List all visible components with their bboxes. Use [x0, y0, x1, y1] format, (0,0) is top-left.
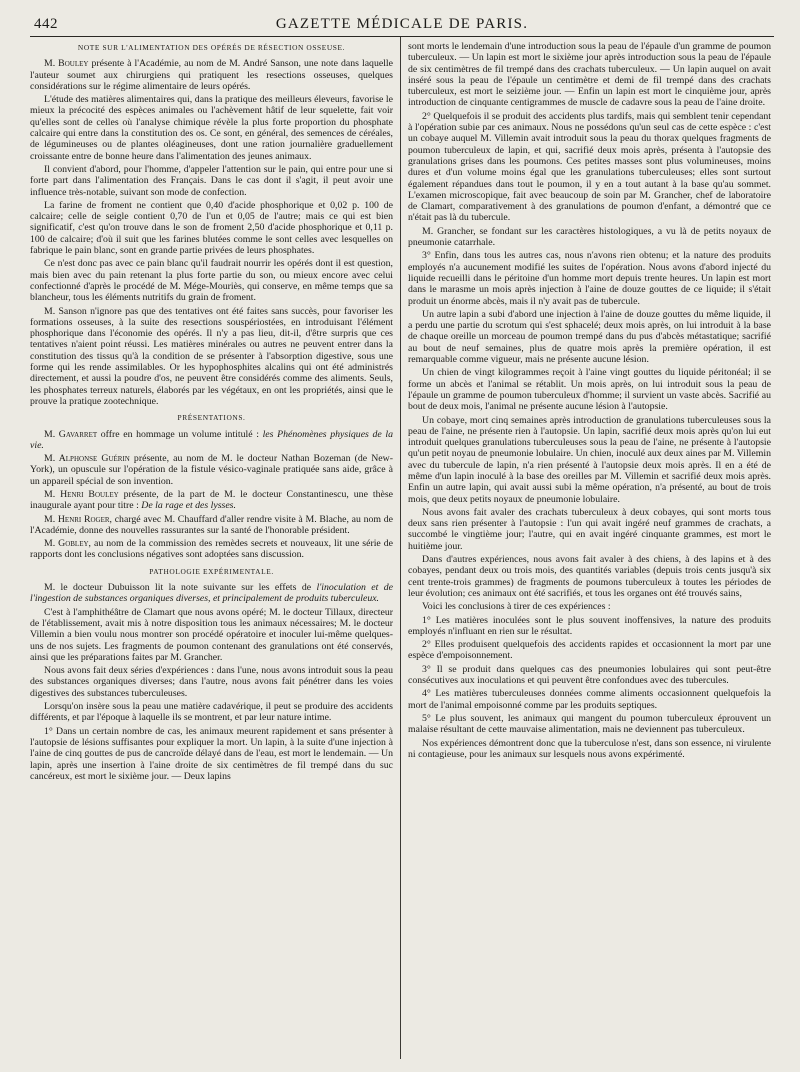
paragraph: Un autre lapin a subi d'abord une injection à l'aine de douze gouttes du même liquide, il a perdu une partie du scrotum qui s'est sphacelé; deux mois après, on lui introduit à la base de chaque oreille un morceau de poumon trempé dans du pus d'abcès métastatique; sacrifié au bout de neuf semaines, plus de quatre mois après la première opération, il est remarquable comme vigueur, mais ne présente aucune lésion.: [408, 308, 771, 366]
paragraph: M. le docteur Dubuisson lit la note suivante sur les effets de l'inoculation et de l'ingestion de substances organiques diverses, et principalement de produits tuberculeux.: [30, 582, 393, 605]
paragraph: La farine de froment ne contient que 0,40 d'acide phosphorique et 0,02 p. 100 de calcaire; celle de seigle contient 0,70 de l'un et 0,05 de l'autre; mais ce qui est bien significatif, c'est qu'on trouve dans le son de froment 2,50 d'acide phosphorique et 0,11 p. 100 de calcaire; d'où il suit que les farines blutées comme le sont celles avec lesquelles on fabrique le pain blanc, sont en grande partie privées de leurs phosphates.: [30, 199, 393, 257]
speaker-name: M. Alphonse Guérin: [44, 453, 130, 465]
speaker-name: M. le docteur Dubuisson: [44, 582, 150, 594]
conclusion-item: 2° Elles produisent quelquefois des accidents rapides et occasionnent la mort par une espèce d'empoisonnement.: [408, 639, 771, 662]
thesis-title: De la rage et des lysses.: [141, 500, 236, 512]
paragraph: M. Grancher, se fondant sur les caractères histologiques, a vu là de petits noyaux de pneumonie catarrhale.: [408, 225, 771, 249]
section-title-pathologie: PATHOLOGIE EXPÉRIMENTALE.: [149, 566, 274, 576]
conclusion-item: 4° Les matières tuberculeuses données comme aliments occasionnent quelquefois la mort de l'animal empoisonné comme par les produits septiques.: [408, 688, 771, 711]
running-title: GAZETTE MÉDICALE DE PARIS.: [275, 16, 529, 32]
paragraph: M. Gobley, au nom de la commission des remèdes secrets et nouveaux, lit une série de rapports dont les conclusions négatives sont adoptées sans discussion.: [30, 538, 393, 561]
conclusion-item: 5° Le plus souvent, les animaux qui mangent du poumon tuberculeux éprouvent un malaise résultant de cette mauvaise alimentation, mais ne deviennent pas tuberculeux.: [408, 712, 771, 736]
speaker-name: M. Bouley: [44, 58, 89, 70]
paragraph: M. Bouley présente à l'Académie, au nom de M. André Sanson, une note dans laquelle l'auteur soumet aux chirurgiens qui pratiquent les resections osseuses, quelques considérations sur le régime alimentaire de leurs opérés.: [30, 58, 393, 92]
paragraph: M. Gavarret offre en hommage un volume intitulé : les Phénomènes physiques de la vie.: [30, 428, 393, 451]
speaker-name: M. Gavarret: [44, 428, 98, 440]
two-column-body: [30, 37, 774, 1059]
speaker-name: M. Henri Roger: [44, 513, 110, 525]
page-header: [30, 14, 774, 37]
paragraph: 1° Dans un certain nombre de cas, les animaux meurent rapidement et sans présenter à l'autopsie de lésions suffisantes pour expliquer la mort. Un lapin, à la suite d'une injection à l'aine de cinq gouttes de pus de cancroïde délayé dans de l'eau, est mort le lendemain. — Un lapin, après une insertion à l'aine droite de six centimètres de fil trempé dans du suc cancéreux, est mort le sixième jour. — Deux lapins: [30, 725, 393, 782]
paragraph: Il convient d'abord, pour l'homme, d'appeler l'attention sur le pain, qui entre pour une si forte part dans l'alimentation des Français. Dans le cas dont il s'agit, il peut avoir une influence très-notable, suivant son mode de confection.: [30, 163, 393, 198]
paragraph: L'étude des matières alimentaires qui, dans la pratique des meilleurs éleveurs, favorise le mieux la précocité des espèces animales ou l'achèvement hâtif de leur squelette, fait voir qu'elles sont de celles où l'analyse chimique révèle la plus forte proportion du phosphate calcaire qui entre dans la constitution des os. Ce sont, en général, des semences de céréales, de légumineuses ou de plantes oléagineuses, dont une ration journalière graduellement croissante entre de bonne heure dans l'alimentation des jeunes animaux.: [30, 94, 393, 162]
section-title-alimentation: NOTE SUR L'ALIMENTATION DES OPÉRÉS DE RÉSECTION OSSEUSE.: [77, 43, 346, 52]
conclusion-item: 1° Les matières inoculées sont le plus souvent inoffensives, la nature des produits employés n'influant en rien sur le résultat.: [408, 614, 771, 637]
book-title: les Phénomènes physiques de la vie.: [30, 428, 393, 451]
note-title: l'inoculation et de l'ingestion de substances organiques diverses, et principalement de produits tuberculeux.: [30, 582, 393, 605]
paragraph: 2° Quelquefois il se produit des accidents plus tardifs, mais qui semblent tenir cependant à l'opération subie par ces animaux. Nous ne possédons qu'un seul cas de cette espèce : c'est un cobaye auquel M. Villemin avait introduit sous la peau du thorax quelques fragments de poumon tuberculeux de lapin, et qui, sacrifié deux mois après, présenta à l'autopsie des granulations grises dans les poumons. Ces petites masses sont plus volumineuses, moins dures et d'un volume moins égal que les granulations tuberculeuses; elles sont surtout également répandues dans tout le poumon, il y en a tout autant à la base qu'au sommet. L'examen microscopique, fait avec beaucoup de soin par M. Grancher, chef de laboratoire de Clamart, comparativement à des granulations de poumon d'enfant, a démontré que ce n'était pas là du tubercule.: [408, 110, 771, 224]
paragraph: M. Sanson n'ignore pas que des tentatives ont été faites sans succès, pour favoriser les formations osseuses, à la suite des resections souspériostées, en introduisant l'élément phosphorique dans l'économie des opérés. Il n'y a pas lieu, dit-il, d'être surpris que ces tentatives n'aient point réussi. Les matières minérales ou autres ne peuvent entrer dans la constitution des tissus qu'à la condition de se présenter à l'absorption digestive, sous une forme qui les rende assimilables. Or les hypophosphites alcalins qui ont été administrés directement, et aussi la poudre d'os, ne peuvent être considérés comme des aliments. Seuls, les phosphates terreux naturels, élaborés par les végétaux, en ont les propriétés, ainsi que le prouve la pratique zootechnique.: [30, 305, 393, 407]
paragraph: Nos expériences démontrent donc que la tuberculose n'est, dans son essence, ni virulente ni contagieuse, pour les animaux sur lesquels nous avons expérimenté.: [408, 737, 771, 760]
paragraph: C'est à l'amphithéâtre de Clamart que nous avons opéré; M. le docteur Tillaux, directeur de l'établissement, avait mis à notre disposition tous les animaux nécessaires; M. le docteur Villemin a bien voulu nous montrer son procédé opératoire et inoculer lui-même quelques-uns de nos sujets. Les fragments de poumon contenant des granulations ont été conservés, ainsi que les préparations faites par M. Grancher.: [30, 606, 393, 663]
paragraph: Nous avons fait avaler des crachats tuberculeux à deux cobayes, qui sont morts tous deux sans rien présenter à l'autopsie : l'un qui avait ingéré neuf grammes de crachats, a succombé le vingtième jour; l'autre, qui en avait ingéré cinquante grammes, est mort le huitième jour.: [408, 506, 771, 552]
page-number: 442: [34, 16, 58, 32]
left-column: [30, 37, 400, 1059]
paragraph: sont morts le lendemain d'une introduction sous la peau de l'épaule d'un gramme de poumon tuberculeux. — Un lapin est mort le sixième jour après introduction sous la peau de l'épaule de six centimètres de fil trempé dans des crachats tuberculeux. — Un lapin auquel on avait inséré sous la peau de l'épaule un centimètre et demi de fil trempé dans des crachats tuberculeux, est mort le seizième jour. — Enfin un lapin est mort le cinquième jour, après introduction de cinquante centigrammes de muscle de cadavre sous la peau de l'aine droite.: [408, 41, 771, 109]
paragraph: Dans d'autres expériences, nous avons fait avaler à des chiens, à des lapins et à des cobayes, pendant deux ou trois mois, des quantités variables (depuis trois cents jusqu'à six cent trente-trois grammes) de fragments de poumons tuberculeux à toutes les périodes de leur évolution; ces animaux ont été sacrifiés, et tous les organes ont été trouvés sains,: [408, 554, 771, 599]
conclusion-item: 3° Il se produit dans quelques cas des pneumonies lobulaires qui sont peut-être consécutives aux inoculations et qui peuvent être confondues avec des tubercules.: [408, 663, 771, 687]
paragraph: 3° Enfin, dans tous les autres cas, nous n'avons rien obtenu; et la nature des produits employés n'a aucunement modifié les suites de l'opération. Nous avons d'abord injecté du liquide recueilli dans le péritoine d'un homme mort depuis trente heures. Un lapin est mort dans le marasme un mois après injection à l'aine de douze gouttes de ce liquide; il s'était produit un énorme abcès, mais il n'y avait pas de tubercule.: [408, 250, 771, 307]
paragraph: Un cobaye, mort cinq semaines après introduction de granulations tuberculeuses sous la peau de l'aine, ne présente rien à l'autopsie. Un lapin, sacrifié deux mois après qu'on lui eut introduit quelques granulations tuberculeuses sous la peau de l'aine, ne présente à l'autopsie qu'un petit noyau de pneumonie lobulaire. Un chien, inoculé aux deux aines par M. Villemin avec du tubercule de lapin, n'a rien présenté à l'autopsie deux mois après. Il en a été de même d'un lapin inoculé à la base des oreilles par M. Villemin et sacrifié deux mois après. Enfin un autre lapin, qui avait aussi subi la même opération, n'a présenté, au bout de trois mois, que deux petits noyaux de pneumonie lobulaire.: [408, 414, 771, 505]
paragraph: M. Alphonse Guérin présente, au nom de M. le docteur Nathan Bozeman (de New-York), un opuscule sur l'opération de la fistule vésico-vaginale pratiquée sans aide, grâce à un appareil spécial de son invention.: [30, 453, 393, 487]
paragraph: Lorsqu'on insère sous la peau une matière cadavérique, il peut se produire des accidents différents, et par l'époque à laquelle ils se montrent, et par leur nature intime.: [30, 701, 393, 724]
paragraph: Un chien de vingt kilogrammes reçoit à l'aine vingt gouttes du liquide péritonéal; il se forme un abcès et l'animal se rétablit. Un mois après, on lui introduit sous la peau de l'épaule un gramme de poumon tuberculeux d'homme; il survient un vaste abcès. Sacrifié au bout de deux mois, l'animal ne présente aucune lésion à l'autopsie.: [408, 367, 771, 413]
right-column: [401, 37, 771, 1059]
speaker-name: M. Gobley: [44, 538, 89, 550]
paragraph: M. Henri Roger, chargé avec M. Chauffard d'aller rendre visite à M. Blache, au nom de l'Académie, donne des nouvelles rassurantes sur la santé de l'honorable président.: [30, 513, 393, 536]
paragraph: Nous avons fait deux séries d'expériences : dans l'une, nous avons introduit sous la peau des substances organiques diverses; dans l'autre, nous avons fait pénétrer dans les voies digestives des substances tuberculeuses.: [30, 665, 393, 699]
paragraph: M. Henri Bouley présente, de la part de M. le docteur Constantinescu, une thèse inaugurale ayant pour titre : De la rage et des lysses.: [30, 488, 393, 512]
section-title-presentations: PRÉSENTATIONS.: [177, 413, 246, 423]
speaker-name: M. Henri Bouley: [44, 488, 119, 500]
paragraph: Ce n'est donc pas avec ce pain blanc qu'il faudrait nourrir les opérés dont il est question, mais bien avec du pain retenant la plus forte partie du son, ou mieux encore avec celui confectionné d'après le procédé de M. Mége-Mouriès, qui conserve, en même temps que sa blancheur, tous les éléments nutritifs du grain de froment.: [30, 258, 393, 304]
paragraph: Voici les conclusions à tirer de ces expériences :: [422, 601, 611, 613]
